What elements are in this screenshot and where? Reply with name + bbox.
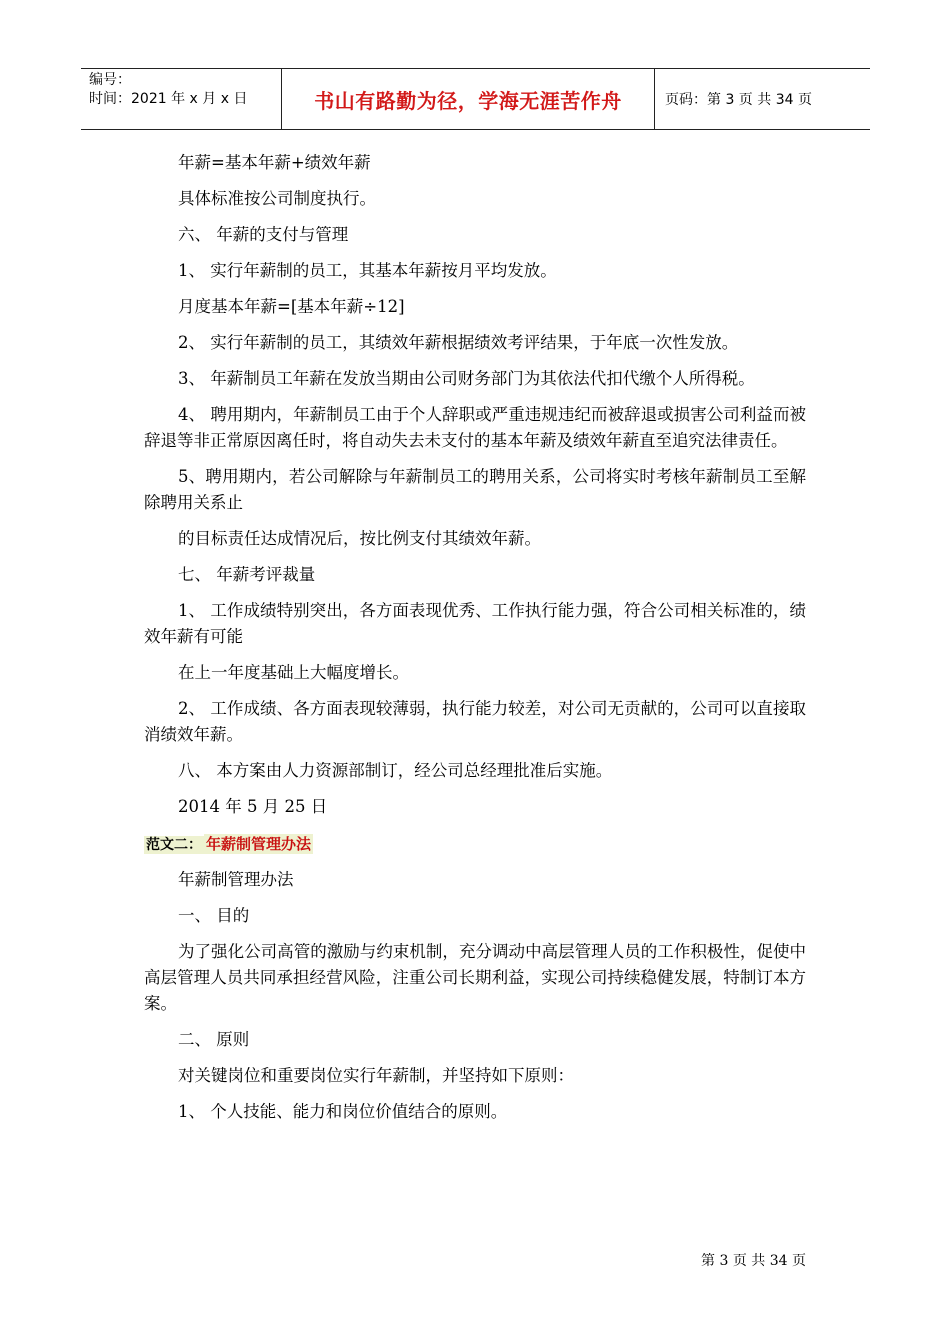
paragraph: 3、 年薪制员工年薪在发放当期由公司财务部门为其依法代扣代缴个人所得税。	[178, 369, 755, 388]
sample-heading	[144, 832, 806, 857]
paragraph: 的目标责任达成情况后，按比例支付其绩效年薪。	[178, 529, 541, 548]
paragraph: 5、聘用期内，若公司解除与年薪制员工的聘用关系，公司将实时考核年薪制员工至解除聘用关系止	[144, 467, 806, 512]
page-info: 页码：第 3 页 共 34 页	[665, 92, 812, 108]
document-body	[144, 150, 806, 1125]
paragraph: 具体标准按公司制度执行。	[178, 189, 376, 208]
section-heading: 六、 年薪的支付与管理	[178, 225, 349, 244]
paragraph: 1、 工作成绩特别突出，各方面表现优秀、工作执行能力强，符合公司相关标准的，绩效年薪有可能	[144, 601, 806, 646]
page-footer: 第 3 页 共 34 页	[701, 1253, 806, 1269]
paragraph: 对关键岗位和重要岗位实行年薪制，并坚持如下原则：	[178, 1066, 574, 1085]
document-title: 年薪制管理办法	[178, 870, 294, 889]
paragraph: 4、 聘用期内，年薪制员工由于个人辞职或严重违规违纪而被辞退或损害公司利益而被辞退等非正常原因离任时，将自动失去未支付的基本年薪及绩效年薪直至追究法律责任。	[144, 405, 806, 450]
sample-prefix: 范文二：	[146, 837, 202, 853]
motto: 书山有路勤为径，学海无涯苦作舟	[314, 88, 622, 113]
date-line: 2014 年 5 月 25 日	[178, 797, 328, 816]
section-heading: 八、 本方案由人力资源部制订，经公司总经理批准后实施。	[178, 761, 613, 780]
paragraph: 1、 实行年薪制的员工，其基本年薪按月平均发放。	[178, 261, 557, 280]
header-page-cell	[655, 69, 870, 129]
paragraph: 月度基本年薪=[基本年薪÷12]	[178, 297, 405, 316]
paragraph: 2、 工作成绩、各方面表现较薄弱，执行能力较差，对公司无贡献的，公司可以直接取消绩效年薪。	[144, 699, 806, 744]
section-heading: 二、 原则	[178, 1030, 250, 1049]
serial-label: 编号：	[89, 72, 131, 88]
paragraph: 2、 实行年薪制的员工，其绩效年薪根据绩效考评结果，于年底一次性发放。	[178, 333, 739, 352]
paragraph: 1、 个人技能、能力和岗位价值结合的原则。	[178, 1102, 508, 1121]
paragraph: 为了强化公司高管的激励与约束机制，充分调动中高层管理人员的工作积极性，促使中高层管理人员共同承担经营风险，注重公司长期利益，实现公司持续稳健发展，特制订本方案。	[144, 942, 806, 1013]
time-label: 时间：2021 年 x 月 x 日	[89, 91, 248, 107]
header-motto-cell	[281, 69, 655, 129]
header-meta	[81, 69, 281, 129]
section-heading: 一、 目的	[178, 906, 250, 925]
paragraph: 在上一年度基础上大幅度增长。	[178, 663, 409, 682]
paragraph: 年薪=基本年薪+绩效年薪	[178, 153, 371, 172]
page-header	[81, 68, 870, 130]
section-heading: 七、 年薪考评裁量	[178, 565, 316, 584]
sample-title: 年薪制管理办法	[206, 835, 312, 853]
